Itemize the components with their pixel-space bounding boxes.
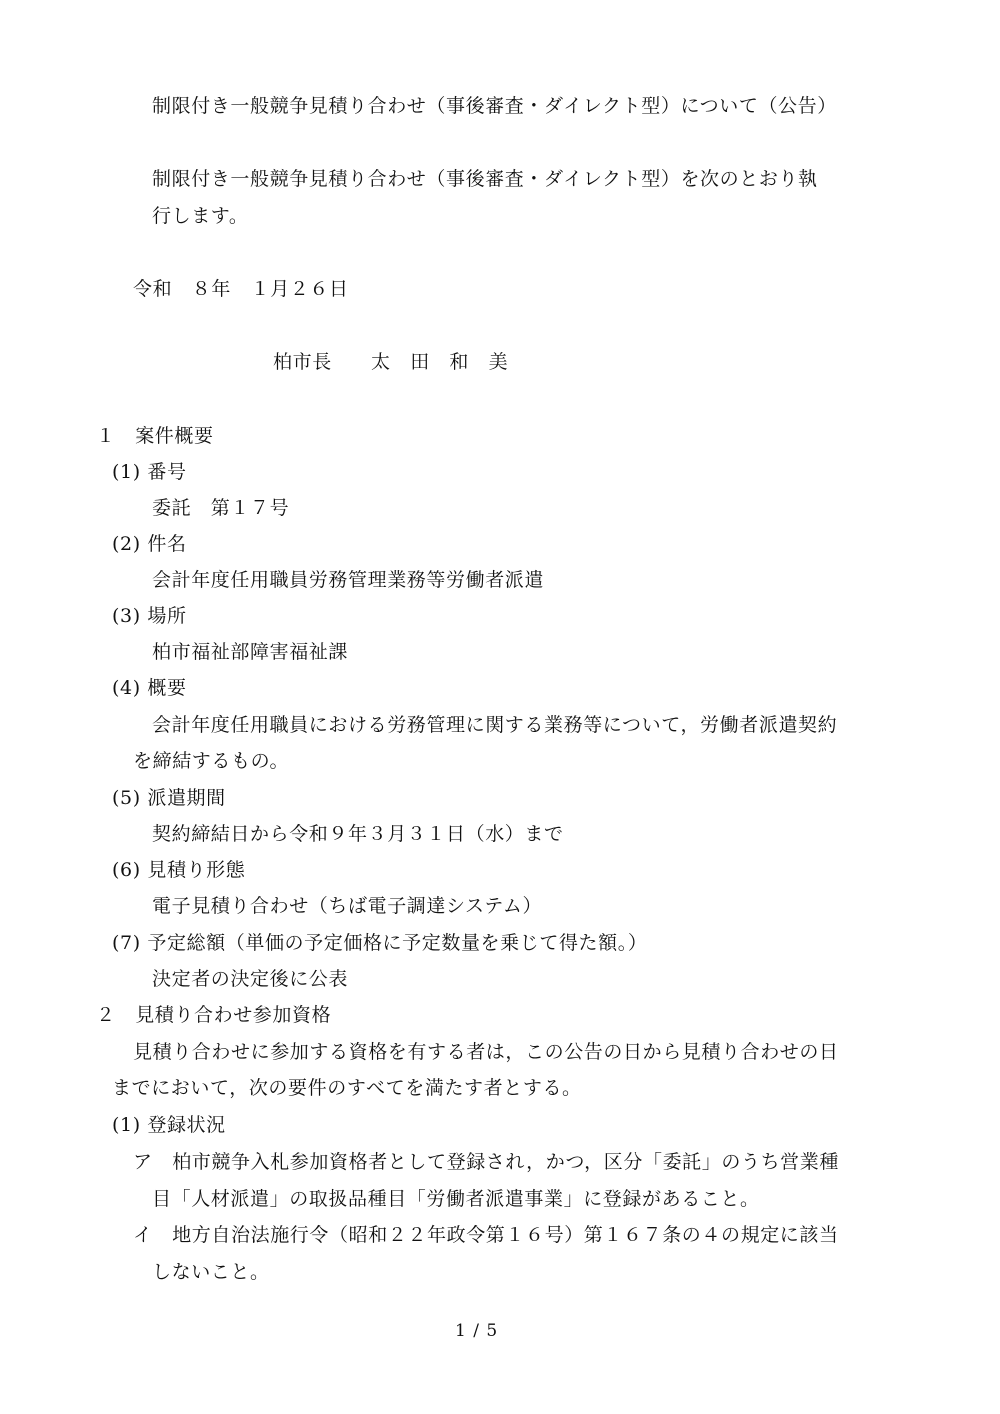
item-7-value: 決定者の決定後に公表 xyxy=(152,968,349,990)
item-4-value-line-2: を締結するもの。 xyxy=(133,750,290,772)
section-1-heading: １ 案件概要 xyxy=(96,425,214,447)
item-6-label: (6) 見積り形態 xyxy=(112,859,246,881)
item-2-value: 会計年度任用職員労務管理業務等労働者派遣 xyxy=(152,569,545,591)
item-5-value: 契約締結日から令和９年３月３１日（水）まで xyxy=(152,823,564,845)
item-5-label: (5) 派遣期間 xyxy=(112,787,226,809)
requirement-i-line-2: しないこと。 xyxy=(152,1261,270,1283)
requirement-i-line-1: イ 地方自治法施行令（昭和２２年政令第１６号）第１６７条の４の規定に該当 xyxy=(133,1224,839,1246)
item-3-label: (3) 場所 xyxy=(112,605,187,627)
item-1-label: (1) 番号 xyxy=(112,461,187,483)
item-6-value: 電子見積り合わせ（ちば電子調達システム） xyxy=(152,895,543,917)
sub-item-1-label: (1) 登録状況 xyxy=(112,1114,226,1136)
item-3-value: 柏市福祉部障害福祉課 xyxy=(152,641,349,663)
notice-date: 令和 ８年 １月２６日 xyxy=(133,278,349,300)
section-2-intro-line-1: 見積り合わせに参加する資格を有する者は，この公告の日から見積り合わせの日 xyxy=(133,1041,839,1063)
page-number: 1 / 5 xyxy=(455,1321,499,1341)
item-4-label: (4) 概要 xyxy=(112,677,187,699)
issuer-name: 柏市長 太 田 和 美 xyxy=(273,351,509,373)
section-2-intro-line-2: までにおいて，次の要件のすべてを満たす者とする。 xyxy=(112,1077,582,1099)
item-1-value: 委託 第１７号 xyxy=(152,497,290,519)
item-7-label: (7) 予定総額（単価の予定価格に予定数量を乗じて得た額。） xyxy=(112,932,648,954)
item-4-value-line-1: 会計年度任用職員における労務管理に関する業務等について，労働者派遣契約 xyxy=(152,714,838,736)
intro-text-line-2: 行します。 xyxy=(152,205,249,227)
notice-title: 制限付き一般競争見積り合わせ（事後審査・ダイレクト型）について（公告） xyxy=(152,95,837,117)
intro-text-line-1: 制限付き一般競争見積り合わせ（事後審査・ダイレクト型）を次のとおり執 xyxy=(152,168,818,190)
requirement-a-line-2: 目「人材派遣」の取扱品種目「労働者派遣事業」に登録があること。 xyxy=(152,1188,760,1210)
item-2-label: (2) 件名 xyxy=(112,533,187,555)
requirement-a-line-1: ア 柏市競争入札参加資格者として登録され，かつ，区分「委託」のうち営業種 xyxy=(133,1151,839,1173)
section-2-heading: ２ 見積り合わせ参加資格 xyxy=(96,1004,332,1026)
